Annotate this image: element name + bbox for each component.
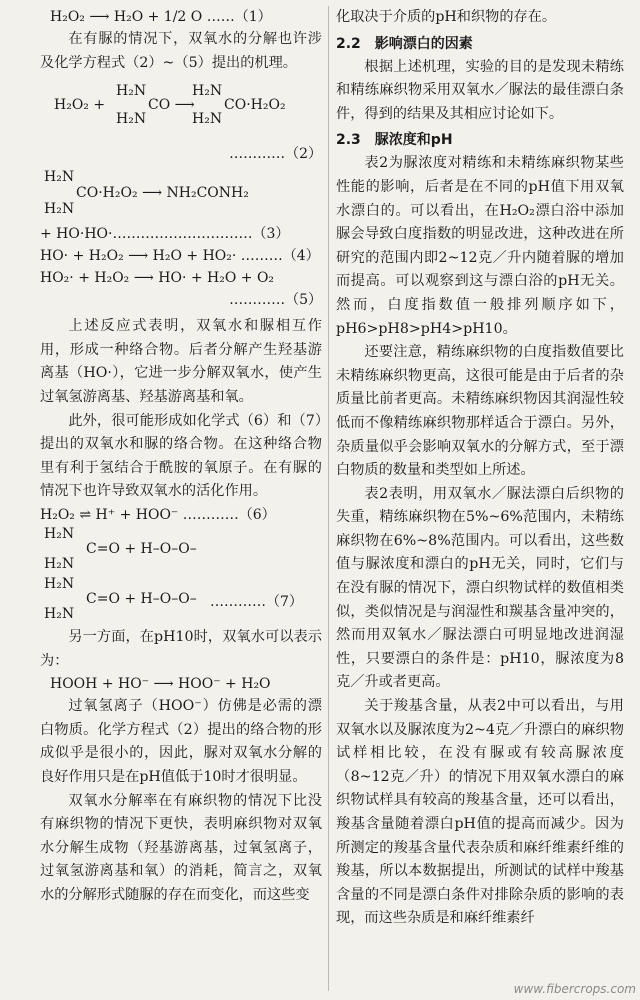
paragraph: 此外，很可能形成如化学式（6）和（7）提出的双氧水和脲的络合物。在这种络合物里有利于氢结合于酰胺的氧原子。在有脲的情况下也许导致双氧水的活化作用。: [40, 412, 322, 500]
eq7-group: C=O + H–O–O–: [86, 590, 197, 607]
paragraph: 化取决于介质的pH和织物的存在。: [336, 9, 557, 25]
eq6-group: C=O + H–O–O–: [86, 540, 197, 557]
paragraph: 双氧水分解率在有麻织物的情况下比没有麻织物的情况下更快，表明麻织物对双氧水分解生成物（羟基游离基，过氧氢离子，过氧氢游离基和氧）的消耗，简言之，双氧水的分解形式随脲的存在而变化，而这些变: [40, 792, 322, 903]
eq2-amine: H₂N: [116, 83, 147, 100]
eq7-amine: H₂N: [44, 575, 75, 592]
watermark: www.fibercrops.com: [513, 982, 636, 996]
equation-2: [40, 75, 322, 143]
eq2-amine: H₂N: [116, 111, 147, 128]
eq7-number: …………（7）: [210, 593, 303, 610]
eq2-product: CO·H₂O₂: [224, 97, 286, 114]
eq3-line2: + HO·HO·…………………………（3）: [40, 226, 290, 243]
section-heading: 2.3 脲浓度和pH: [336, 132, 453, 149]
right-column: [336, 6, 624, 931]
eq7-amine: H₂N: [44, 605, 75, 622]
paragraph: 表2表明，用双氧水／脲法漂白后织物的失重，精练麻织物在5%~6%范围内，未精练麻织物在6%~8%范围内。可以看出，这些数值与脲浓度和漂白的pH无关，同时，它们与在没有脲的情况下，漂白织物试样的数值相类似，类似情况是与润湿性和羰基含量冲突的，然而用双氧水／脲法漂白可明显地改进润湿性，只要漂白的条件是：pH10，脲浓度为8克／升或者更高。: [336, 485, 624, 691]
equation-8: HOOH + HO⁻ ⟶ HOO⁻ + H₂O: [50, 676, 271, 693]
equation-5: HO₂· + H₂O₂ ⟶ HO· + H₂O + O₂: [40, 270, 275, 287]
paragraph: 还要注意，精练麻织物的白度指数值要比未精练麻织物更高，这很可能是由于后者的杂质量比前者更高。未精练麻织物因其润湿性较低而不像精练麻织物那样适合于漂白。另外，杂质量似乎会影响双氧水的分解方式，至于漂白物质的数量和类型如上所述。: [336, 344, 624, 479]
equation-7-structure: [40, 576, 322, 626]
eq3-reaction: CO·H₂O₂ ⟶ NH₂CONH₂: [76, 185, 249, 202]
paragraph: 上述反应式表明，双氧水和脲相互作用，形成一种络合物。后者分解产生羟基游离基（HO·），它进一步分解双氧水，使产生过氧氢游离基、羟基游离基和氧。: [40, 318, 322, 405]
paragraph: 关于羧基含量，从表2中可以看出，与用双氧水以及脲浓度为2~4克／升漂白的麻织物试样相比较，在没有脲或有较高脲浓度（8~12克／升）的情况下用双氧水漂白的麻织物试样具有较高的羧基含量，还可以看出，羧基含量随着漂白pH值的提高而减少。因为所测定的羧基含量代表杂质和麻纤维素纤维的羧基，所以本数据提出，所测试的试样中羧基含量的不同是漂白条件对排除杂质的影响的表现，而这些杂质是和麻纤维素纤: [336, 698, 624, 927]
paragraph: 表2为脲浓度对精练和未精练麻织物某些性能的影响，后者是在不同的pH值下用双氧水漂白的。可以看出，在H₂O₂漂白浴中添加脲会导致白度指数的明显改进，这种改进在所研究的范围内即2~12克／升内随着脲的增加而提高。可以观察到这与漂白浴的pH无关。然而，白度指数值一般排列顺序如下，pH6>pH8>pH4>pH10。: [336, 155, 624, 337]
paragraph: 过氧氢离子（HOO⁻）仿佛是必需的漂白物质。化学方程式（2）提出的络合物的形成似乎是很小的，因此，脲对双氧水分解的良好作用只是在pH值低于10时才很明显。: [40, 698, 322, 785]
eq2-number: …………（2）: [229, 146, 322, 163]
paragraph: 根据上述机理，实验的目的是发现未精练和精练麻织物采用双氧水／脲法的最佳漂白条件，得到的结果及其相应讨论如下。: [336, 58, 624, 122]
eq5-number: …………（5）: [229, 292, 322, 309]
section-heading: 2.2 影响漂白的因素: [336, 35, 473, 52]
eq6-amine: H₂N: [44, 555, 75, 572]
equation-4: HO· + H₂O₂ ⟶ H₂O + HO₂· ………（4）: [40, 248, 320, 265]
left-column: [40, 6, 322, 907]
paragraph: 另一方面，在pH10时，双氧水可以表示为：: [40, 628, 322, 669]
eq3-amine: H₂N: [44, 201, 75, 218]
eq2-amine: H₂N: [192, 111, 223, 128]
equation-6-structure: [40, 526, 322, 576]
eq2-amine: H₂N: [192, 83, 223, 100]
paragraph: 在有脲的情况下，双氧水的分解也许涉及化学方程式（2）~（5）提出的机理。: [40, 31, 322, 71]
equation-3: [40, 165, 322, 223]
equation-6: H₂O₂ ⇌ H⁺ + HOO⁻ …………（6）: [40, 506, 276, 523]
equation-1: H₂O₂ ⟶ H₂O + 1/2 O ……（1）: [50, 9, 272, 25]
eq2-lhs: H₂O₂ +: [54, 97, 106, 114]
eq3-amine: H₂N: [44, 169, 75, 186]
eq2-carbonyl: CO ⟶: [148, 97, 195, 114]
column-divider: [328, 6, 329, 991]
eq6-amine: H₂N: [44, 525, 75, 542]
